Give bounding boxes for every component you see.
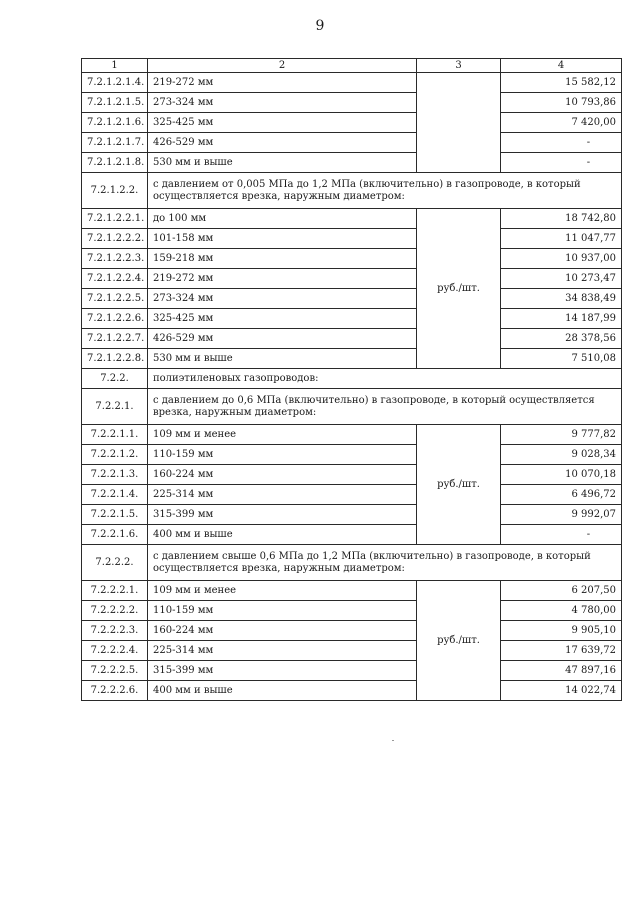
item-code: 7.2.2.2.1. (82, 581, 148, 601)
item-description: 400 мм и выше (148, 681, 417, 701)
price-value: 6 496,72 (501, 485, 622, 505)
table-row (82, 641, 622, 661)
item-description: 101-158 мм (148, 229, 417, 249)
price-value: 17 639,72 (501, 641, 622, 661)
price-value: 9 992,07 (501, 505, 622, 525)
price-value: - (501, 153, 622, 173)
price-value: - (501, 133, 622, 153)
column-number: 2 (148, 59, 417, 73)
price-value: 18 742,80 (501, 209, 622, 229)
table-row (82, 153, 622, 173)
price-value: 7 420,00 (501, 113, 622, 133)
table-row (82, 73, 622, 93)
item-description: 325-425 мм (148, 113, 417, 133)
table-row (82, 505, 622, 525)
item-description: 225-314 мм (148, 485, 417, 505)
section-heading-row (82, 545, 622, 581)
table-row (82, 269, 622, 289)
item-code: 7.2.2.2.6. (82, 681, 148, 701)
column-number: 4 (501, 59, 622, 73)
item-description: 426-529 мм (148, 329, 417, 349)
item-code: 7.2.1.2.2.7. (82, 329, 148, 349)
unit-cell: руб./шт. (417, 581, 501, 701)
table-row (82, 601, 622, 621)
item-description: 225-314 мм (148, 641, 417, 661)
price-value: 11 047,77 (501, 229, 622, 249)
table-row (82, 113, 622, 133)
price-value: 9 777,82 (501, 425, 622, 445)
table-row (82, 209, 622, 229)
item-code: 7.2.2.1.5. (82, 505, 148, 525)
price-value: - (501, 525, 622, 545)
group-heading-text: полиэтиленовых газопроводов: (148, 369, 622, 389)
item-description: 426-529 мм (148, 133, 417, 153)
group-heading-row (82, 369, 622, 389)
table-row (82, 229, 622, 249)
item-description: 109 мм и менее (148, 425, 417, 445)
item-code: 7.2.1.2.2.4. (82, 269, 148, 289)
item-code: 7.2.1.2.2.3. (82, 249, 148, 269)
table-row (82, 445, 622, 465)
item-code: 7.2.2.2.3. (82, 621, 148, 641)
item-description: 160-224 мм (148, 621, 417, 641)
table-row (82, 485, 622, 505)
price-value: 7 510,08 (501, 349, 622, 369)
item-code: 7.2.2.2.2. (82, 601, 148, 621)
item-description: 315-399 мм (148, 505, 417, 525)
item-code: 7.2.1.2.2.2. (82, 229, 148, 249)
table-row (82, 681, 622, 701)
column-number: 1 (82, 59, 148, 73)
item-description: 315-399 мм (148, 661, 417, 681)
item-code: 7.2.1.2.1.7. (82, 133, 148, 153)
item-description: 160-224 мм (148, 465, 417, 485)
item-code: 7.2.1.2.1.4. (82, 73, 148, 93)
section-heading-text: с давлением свыше 0,6 МПа до 1,2 МПа (включительно) в газопроводе, в который осуществляется врезка, наружным диаметром: (148, 545, 622, 581)
unit-cell (417, 73, 501, 173)
item-code: 7.2.2. (82, 369, 148, 389)
price-value: 10 070,18 (501, 465, 622, 485)
table-row (82, 329, 622, 349)
table-row (82, 465, 622, 485)
price-value: 4 780,00 (501, 601, 622, 621)
item-description: 530 мм и выше (148, 153, 417, 173)
item-code: 7.2.2.1.2. (82, 445, 148, 465)
item-code: 7.2.2.1.4. (82, 485, 148, 505)
item-description: 273-324 мм (148, 93, 417, 113)
item-description: 110-159 мм (148, 445, 417, 465)
section-heading-row (82, 389, 622, 425)
table-row (82, 289, 622, 309)
item-code: 7.2.2.2.4. (82, 641, 148, 661)
column-number: 3 (417, 59, 501, 73)
page-number: 9 (315, 18, 325, 34)
item-code: 7.2.2.2.5. (82, 661, 148, 681)
table-row (82, 349, 622, 369)
section-heading-text: с давлением до 0,6 МПа (включительно) в газопроводе, в который осуществляется врезка, наружным диаметром: (148, 389, 622, 425)
table-row (82, 525, 622, 545)
item-code: 7.2.2.1.6. (82, 525, 148, 545)
item-description: 219-272 мм (148, 73, 417, 93)
item-description: 273-324 мм (148, 289, 417, 309)
item-code: 7.2.2.1.1. (82, 425, 148, 445)
scan-mark (392, 740, 394, 741)
table-row (82, 581, 622, 601)
item-description: 109 мм и менее (148, 581, 417, 601)
item-description: 110-159 мм (148, 601, 417, 621)
price-value: 34 838,49 (501, 289, 622, 309)
item-description: 219-272 мм (148, 269, 417, 289)
item-code: 7.2.1.2.2.5. (82, 289, 148, 309)
price-value: 28 378,56 (501, 329, 622, 349)
price-value: 9 905,10 (501, 621, 622, 641)
price-value: 10 937,00 (501, 249, 622, 269)
tariff-table (81, 58, 622, 701)
price-value: 14 187,99 (501, 309, 622, 329)
section-heading-text: с давлением от 0,005 МПа до 1,2 МПа (включительно) в газопроводе, в который осуществляется врезка, наружным диаметром: (148, 173, 622, 209)
unit-cell: руб./шт. (417, 209, 501, 369)
item-description: до 100 мм (148, 209, 417, 229)
price-value: 14 022,74 (501, 681, 622, 701)
item-description: 530 мм и выше (148, 349, 417, 369)
table-row (82, 621, 622, 641)
column-number-row (82, 59, 622, 73)
item-code: 7.2.1.2.2.6. (82, 309, 148, 329)
item-description: 400 мм и выше (148, 525, 417, 545)
table-row (82, 249, 622, 269)
section-heading-row (82, 173, 622, 209)
price-value: 10 793,86 (501, 93, 622, 113)
item-code: 7.2.1.2.1.6. (82, 113, 148, 133)
item-code: 7.2.1.2.2. (82, 173, 148, 209)
price-value: 9 028,34 (501, 445, 622, 465)
item-description: 325-425 мм (148, 309, 417, 329)
unit-cell: руб./шт. (417, 425, 501, 545)
table-row (82, 133, 622, 153)
item-code: 7.2.1.2.2.8. (82, 349, 148, 369)
item-code: 7.2.2.2. (82, 545, 148, 581)
item-code: 7.2.2.1.3. (82, 465, 148, 485)
price-value: 47 897,16 (501, 661, 622, 681)
item-code: 7.2.2.1. (82, 389, 148, 425)
price-value: 15 582,12 (501, 73, 622, 93)
item-description: 159-218 мм (148, 249, 417, 269)
price-value: 10 273,47 (501, 269, 622, 289)
table-row (82, 661, 622, 681)
item-code: 7.2.1.2.1.5. (82, 93, 148, 113)
price-value: 6 207,50 (501, 581, 622, 601)
table-row (82, 425, 622, 445)
tariff-table-body (82, 59, 622, 701)
item-code: 7.2.1.2.1.8. (82, 153, 148, 173)
table-row (82, 309, 622, 329)
item-code: 7.2.1.2.2.1. (82, 209, 148, 229)
table-row (82, 93, 622, 113)
